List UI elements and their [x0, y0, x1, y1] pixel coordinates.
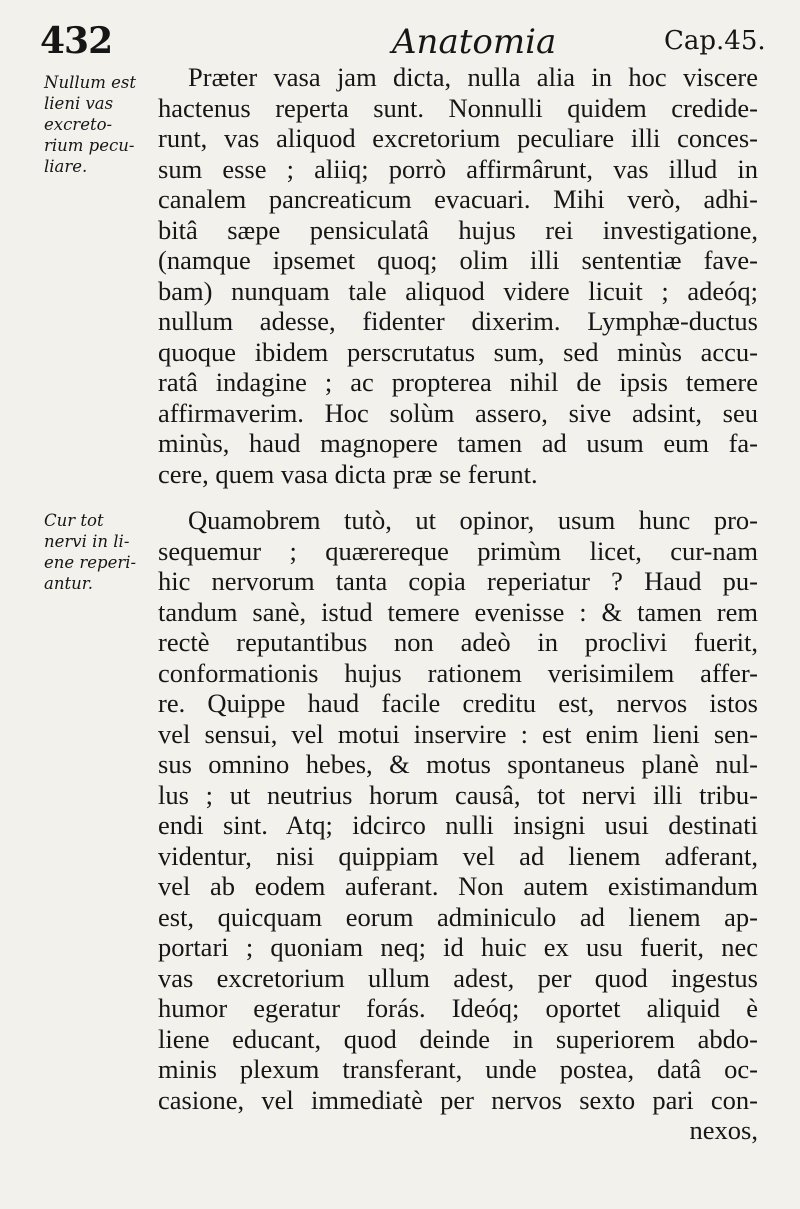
text-line: bitâ sæpe pensiculatâ hujus rei investigatione,	[158, 214, 758, 245]
text-line: humor egeratur forás. Ideóq; oportet aliquid è	[158, 993, 758, 1023]
text-line: nullum adesse, fidenter dixerim. Lymphæ-ductus	[158, 306, 758, 336]
margin-note-line: excreto-	[44, 115, 113, 134]
chapter-label: Cap.45.	[664, 26, 766, 56]
text-line: est, quicquam eorum adminiculo ad lienem ap-	[158, 901, 758, 932]
margin-note-line: Nullum est	[44, 73, 136, 92]
catchword: nexos,	[689, 1115, 758, 1145]
text-line: hic nervorum tanta copia reperiatur ? Haud pu-	[158, 566, 758, 596]
text-line: lus ; ut neutrius horum causâ, tot nervi illi tribu-	[158, 779, 758, 810]
text-line: minùs, haud magnopere tamen ad usum eum fa-	[158, 428, 758, 458]
margin-note-line: antur.	[44, 574, 94, 593]
page-header	[0, 18, 800, 62]
margin-note-line: liare.	[44, 157, 88, 176]
text-line: portari ; quoniam neq; id huic ex usu fuerit, nec	[158, 932, 758, 962]
text-line: runt, vas aliquod excretorium peculiare illi conces-	[158, 123, 758, 153]
text-line: sum esse ; aliiq; porrò affirmârunt, vas illud in	[158, 153, 758, 184]
text-line: rectè reputantibus non adeò in proclivi fuerit,	[158, 627, 758, 657]
text-line: (namque ipsemet quoq; olim illi sententiæ fave-	[158, 245, 758, 275]
text-line: minis plexum transferant, unde postea, datâ oc-	[158, 1054, 758, 1084]
text-line: hactenus reperta sunt. Nonnulli quidem credide-	[158, 92, 758, 123]
text-line: liene educant, quod deinde in superiorem abdo-	[158, 1023, 758, 1054]
text-line: Præter vasa jam dicta, nulla alia in hoc viscere	[188, 62, 758, 92]
text-line: bam) nunquam tale aliquod videre licuit ; adeóq;	[158, 275, 758, 306]
paragraph-1	[158, 62, 758, 489]
text-line: conformationis hujus rationem verisimilem affer-	[158, 657, 758, 688]
text-line: cere, quem vasa dicta præ se ferunt.	[158, 458, 538, 489]
text-line: casione, vel immediatè per nervos sexto pari con-	[158, 1084, 758, 1115]
text-line: tandum sanè, istud temere evenisse : & tamen rem	[158, 596, 758, 627]
margin-note-2	[44, 510, 156, 594]
margin-note-line: ene reperi-	[44, 553, 137, 572]
text-line: canalem pancreaticum evacuari. Mihi verò, adhi-	[158, 184, 758, 214]
running-title: Anatomia	[392, 22, 557, 62]
text-line: ratâ indagine ; ac propterea nihil de ipsis temere	[158, 367, 758, 397]
text-line: affirmaverim. Hoc solùm assero, sive adsint, seu	[158, 397, 758, 428]
margin-note-line: Cur tot	[44, 511, 104, 530]
text-line: vas excretorium ullum adest, per quod ingestus	[158, 962, 758, 993]
page-number: 432	[40, 20, 113, 62]
text-line: vel sensui, vel motui inservire : est enim lieni sen-	[158, 718, 758, 749]
text-line: videntur, nisi quippiam vel ad lienem adferant,	[158, 840, 758, 871]
text-line: endi sint. Atq; idcirco nulli insigni usui destinati	[158, 810, 758, 840]
text-line: sus omnino hebes, & motus spontaneus planè nul-	[158, 749, 758, 779]
text-line: Quamobrem tutò, ut opinor, usum hunc pro-	[188, 505, 758, 535]
text-line: sequemur ; quærereque primùm licet, cur-nam	[158, 535, 758, 566]
margin-note-line: rium pecu-	[44, 136, 135, 155]
text-line: quoque ibidem perscrutatus sum, sed minùs accu-	[158, 336, 758, 367]
margin-note-line: nervi in li-	[44, 532, 130, 551]
text-line: vel ab eodem auferant. Non autem existimandum	[158, 871, 758, 901]
margin-note-line: lieni vas	[44, 94, 114, 113]
paragraph-2	[158, 505, 758, 1146]
text-line: re. Quippe haud facile creditu est, nervos istos	[158, 688, 758, 718]
margin-note-1	[44, 72, 156, 177]
